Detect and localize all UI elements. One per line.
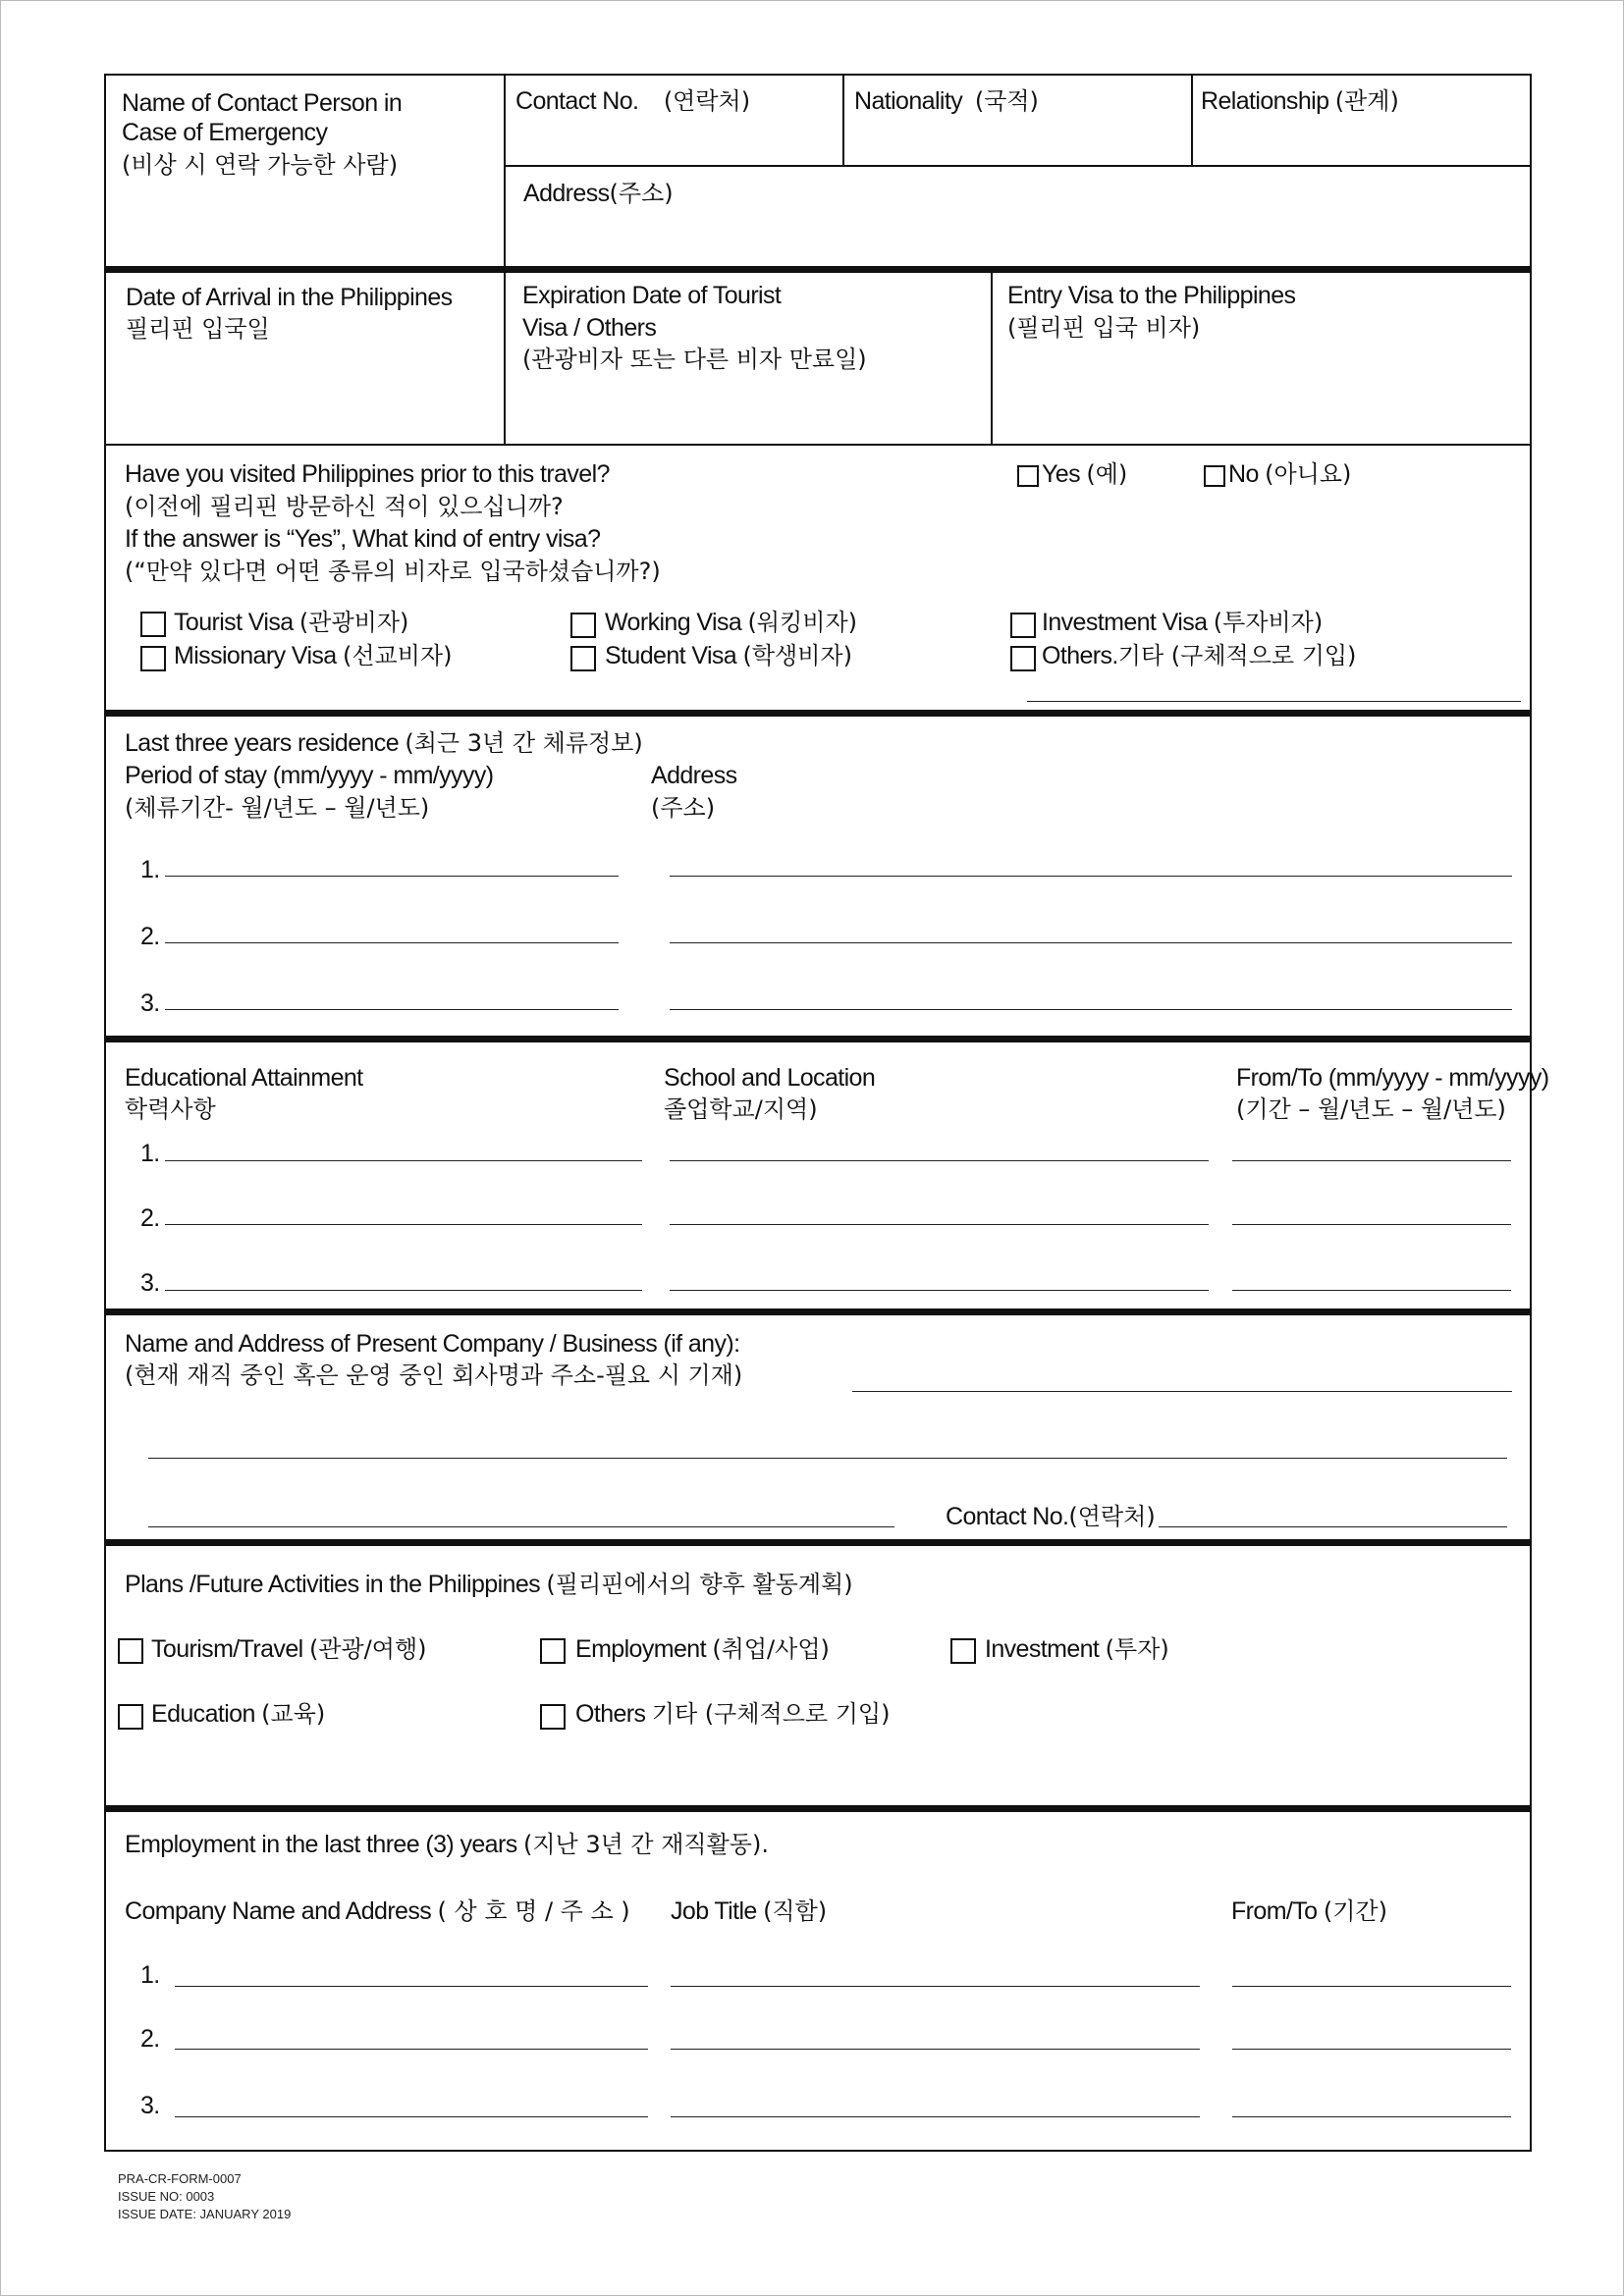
job-title-label: Job Title (직함) bbox=[671, 1897, 828, 1925]
no-checkbox[interactable] bbox=[1204, 465, 1225, 487]
nationality-label: Nationality (국적) bbox=[854, 87, 1039, 115]
emergency-name-label-ko: (비상 시 연락 가능한 사람) bbox=[122, 151, 399, 179]
issue-date: ISSUE DATE: JANUARY 2019 bbox=[118, 2207, 292, 2221]
visit-question-ko: (이전에 필리핀 방문하신 적이 있으십니까? bbox=[125, 493, 564, 520]
working-visa-checkbox[interactable] bbox=[570, 613, 596, 638]
employment-fromto-label: From/To (기간) bbox=[1231, 1897, 1387, 1925]
company-line[interactable] bbox=[852, 1391, 1512, 1392]
row-number: 2. bbox=[140, 923, 160, 950]
divider bbox=[504, 165, 1530, 167]
address-line[interactable] bbox=[670, 1009, 1512, 1010]
tourism-checkbox[interactable] bbox=[118, 1638, 143, 1664]
investment-visa-label: Investment Visa (투자비자) bbox=[1042, 609, 1324, 636]
row-number: 2. bbox=[140, 2025, 160, 2053]
divider bbox=[842, 76, 844, 165]
row-number: 3. bbox=[140, 1269, 160, 1297]
arrival-date-label: Date of Arrival in the Philippines bbox=[126, 284, 453, 311]
residence-address-label-ko: (주소) bbox=[651, 794, 716, 822]
education-plan-label: Education (교육) bbox=[151, 1700, 326, 1728]
expiration-date-label-ko: (관광비자 또는 다른 비자 만료일) bbox=[522, 346, 867, 373]
school-line[interactable] bbox=[670, 1224, 1209, 1225]
employment-fromto-line[interactable] bbox=[1232, 2116, 1511, 2117]
education-fromto-label: From/To (mm/yyyy - mm/yyyy) bbox=[1236, 1064, 1549, 1092]
education-checkbox[interactable] bbox=[118, 1704, 143, 1730]
divider bbox=[1191, 76, 1193, 165]
tourist-visa-label: Tourist Visa (관광비자) bbox=[174, 609, 409, 636]
company-name-line[interactable] bbox=[175, 2116, 648, 2117]
company-line[interactable] bbox=[148, 1526, 894, 1527]
residence-address-label: Address bbox=[651, 762, 737, 789]
row-number: 3. bbox=[140, 989, 160, 1017]
expiration-date-label-2: Visa / Others bbox=[522, 314, 657, 342]
tourism-label: Tourism/Travel (관광/여행) bbox=[151, 1635, 427, 1663]
job-title-line[interactable] bbox=[671, 2049, 1200, 2050]
investment-checkbox[interactable] bbox=[950, 1638, 976, 1664]
row-number: 1. bbox=[140, 1961, 160, 1989]
education-title-ko: 학력사항 bbox=[125, 1095, 216, 1123]
period-line[interactable] bbox=[165, 876, 619, 877]
education-line[interactable] bbox=[165, 1224, 642, 1225]
no-label: No (아니요) bbox=[1228, 460, 1352, 488]
school-line[interactable] bbox=[670, 1290, 1209, 1291]
employment-fromto-line[interactable] bbox=[1232, 1986, 1511, 1987]
student-visa-label: Student Visa (학생비자) bbox=[605, 642, 852, 669]
employment-fromto-line[interactable] bbox=[1232, 2049, 1511, 2050]
issue-number: ISSUE NO: 0003 bbox=[118, 2189, 215, 2204]
investment-label: Investment (투자) bbox=[985, 1635, 1169, 1663]
visa-kind-question: If the answer is “Yes”, What kind of entry visa? bbox=[125, 525, 601, 553]
period-line[interactable] bbox=[165, 1009, 619, 1010]
employment-title: Employment in the last three (3) years (지난 3년 간 재직활동). bbox=[125, 1831, 769, 1858]
expiration-date-label: Expiration Date of Tourist bbox=[522, 282, 782, 309]
school-line[interactable] bbox=[670, 1160, 1209, 1161]
arrival-date-label-ko: 필리핀 입국일 bbox=[126, 315, 270, 343]
residence-title: Last three years residence (최근 3년 간 체류정보) bbox=[125, 729, 643, 757]
school-label-ko: 졸업학교/지역) bbox=[664, 1095, 818, 1123]
others-plan-label: Others 기타 (구체적으로 기입) bbox=[575, 1700, 891, 1728]
section-divider bbox=[106, 1539, 1530, 1546]
company-contact-label: Contact No.(연락처) bbox=[946, 1503, 1156, 1530]
row-number: 3. bbox=[140, 2092, 160, 2119]
company-line[interactable] bbox=[148, 1458, 1507, 1459]
visit-question: Have you visited Philippines prior to this travel? bbox=[125, 460, 610, 488]
divider bbox=[504, 76, 506, 270]
company-contact-line[interactable] bbox=[1159, 1526, 1507, 1527]
company-name-line[interactable] bbox=[175, 1986, 648, 1987]
form-code: PRA-CR-FORM-0007 bbox=[118, 2171, 242, 2186]
emergency-name-label: Name of Contact Person in bbox=[122, 89, 403, 117]
company-name-line[interactable] bbox=[175, 2049, 648, 2050]
job-title-line[interactable] bbox=[671, 2116, 1200, 2117]
relationship-label: Relationship (관계) bbox=[1201, 87, 1399, 115]
yes-label: Yes (예) bbox=[1042, 460, 1128, 488]
row-number: 1. bbox=[140, 1140, 160, 1167]
tourist-visa-checkbox[interactable] bbox=[140, 612, 166, 637]
divider bbox=[504, 270, 506, 444]
company-name-label: Company Name and Address ( 상 호 명 / 주 소 ) bbox=[125, 1897, 630, 1925]
divider bbox=[991, 270, 993, 444]
job-title-line[interactable] bbox=[671, 1986, 1200, 1987]
plans-title: Plans /Future Activities in the Philippines (필리핀에서의 향후 활동계획) bbox=[125, 1571, 853, 1598]
company-label-ko: (현재 재직 중인 혹은 운영 중인 회사명과 주소-필요 시 기재) bbox=[125, 1362, 743, 1389]
employment-label: Employment (취업/사업) bbox=[575, 1635, 830, 1663]
entry-visa-label: Entry Visa to the Philippines bbox=[1007, 282, 1296, 309]
education-title: Educational Attainment bbox=[125, 1064, 363, 1092]
row-number: 2. bbox=[140, 1204, 160, 1232]
school-label: School and Location bbox=[664, 1064, 876, 1092]
education-fromto-line[interactable] bbox=[1232, 1160, 1511, 1161]
period-label: Period of stay (mm/yyyy - mm/yyyy) bbox=[125, 762, 494, 789]
emergency-arrival-form bbox=[104, 74, 1549, 2152]
others-visa-line[interactable] bbox=[1027, 701, 1521, 702]
entry-visa-label-ko: (필리핀 입국 비자) bbox=[1007, 314, 1201, 342]
address-label: Address(주소) bbox=[523, 180, 674, 207]
missionary-visa-label: Missionary Visa (선교비자) bbox=[174, 642, 453, 669]
working-visa-label: Working Visa (워킹비자) bbox=[605, 609, 857, 636]
emergency-name-label-2: Case of Emergency bbox=[122, 119, 328, 146]
section-divider bbox=[106, 1036, 1530, 1042]
missionary-visa-checkbox[interactable] bbox=[140, 646, 166, 671]
education-fromto-line[interactable] bbox=[1232, 1224, 1511, 1225]
investment-visa-checkbox[interactable] bbox=[1010, 613, 1036, 638]
education-line[interactable] bbox=[165, 1290, 642, 1291]
address-line[interactable] bbox=[670, 876, 1512, 877]
row-number: 1. bbox=[140, 856, 160, 883]
visa-kind-question-ko: (“만약 있다면 어떤 종류의 비자로 입국하셨습니까?) bbox=[125, 558, 661, 585]
section-divider bbox=[106, 266, 1530, 273]
contact-no-label: Contact No. (연락처) bbox=[515, 87, 751, 115]
period-line[interactable] bbox=[165, 942, 619, 943]
others-visa-label: Others.기타 (구체적으로 기입) bbox=[1042, 642, 1357, 669]
section-divider bbox=[106, 1805, 1530, 1812]
others-visa-checkbox[interactable] bbox=[1010, 646, 1036, 671]
yes-checkbox[interactable] bbox=[1017, 465, 1039, 487]
address-line[interactable] bbox=[670, 942, 1512, 943]
education-line[interactable] bbox=[165, 1160, 642, 1161]
company-label: Name and Address of Present Company / Business (if any): bbox=[125, 1330, 740, 1358]
divider bbox=[106, 444, 1530, 446]
others-checkbox[interactable] bbox=[540, 1704, 566, 1730]
employment-checkbox[interactable] bbox=[540, 1638, 566, 1664]
section-divider bbox=[106, 1308, 1530, 1315]
education-fromto-line[interactable] bbox=[1232, 1290, 1511, 1291]
section-divider bbox=[106, 710, 1530, 717]
education-fromto-label-ko: (기간 – 월/년도 – 월/년도) bbox=[1236, 1095, 1506, 1123]
student-visa-checkbox[interactable] bbox=[570, 646, 596, 671]
period-label-ko: (체류기간- 월/년도 – 월/년도) bbox=[125, 794, 430, 822]
